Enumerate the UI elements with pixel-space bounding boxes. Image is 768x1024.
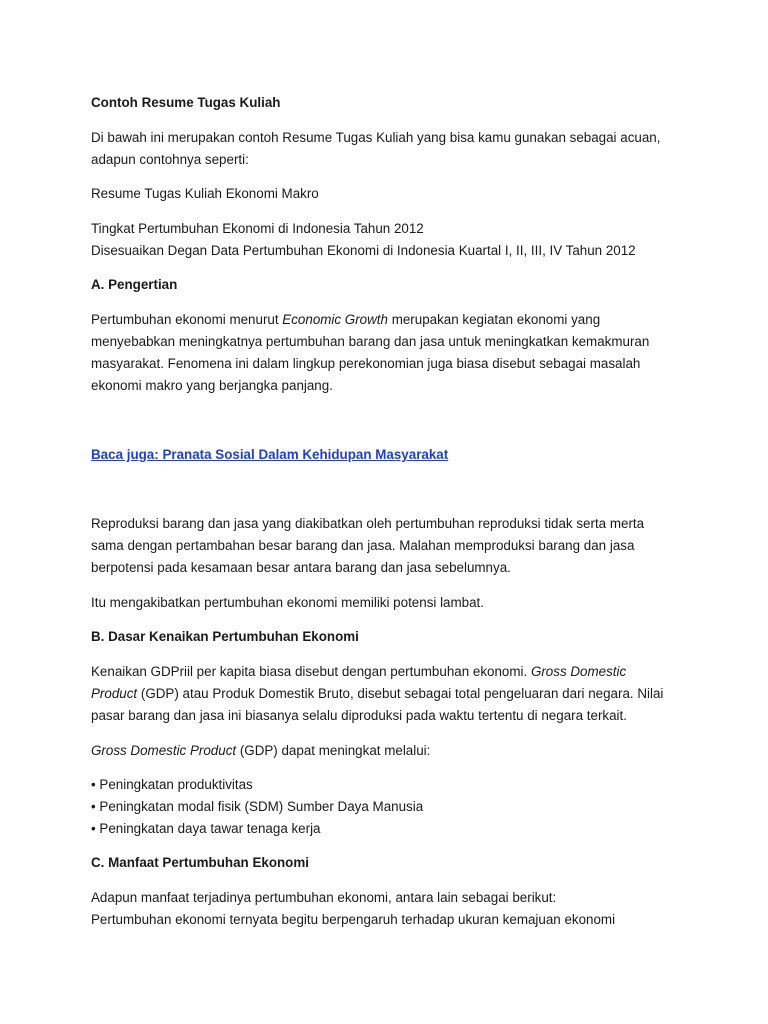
- section-a-line-1: [91, 311, 600, 329]
- section-a-text: merupakan kegiatan ekonomi yang: [387, 312, 601, 327]
- gdp-text: (GDP) dapat meningkat melalui:: [236, 743, 431, 758]
- section-c-line-2: Pertumbuhan ekonomi ternyata begitu berpengaruh terhadap ukuran kemajuan ekonomi: [91, 912, 616, 927]
- gdp-term: Gross Domestic Product: [91, 743, 237, 758]
- section-b-line-2: [91, 685, 663, 703]
- section-b-line-1: [91, 663, 626, 681]
- section-a-heading: A. Pengertian: [91, 277, 178, 292]
- section-a-text: Pertumbuhan ekonomi menurut: [91, 312, 283, 327]
- reproduksi-line-3: berpotensi pada kesamaan besar antara barang dan jasa sebelumnya.: [91, 560, 511, 575]
- gross-domestic-term: Gross Domestic: [530, 664, 627, 679]
- section-a-line-2: menyebabkan meningkatnya pertumbuhan barang dan jasa untuk meningkatkan kemakmuran: [91, 334, 650, 349]
- topic-line-2: Disesuaikan Degan Data Pertumbuhan Ekonomi di Indonesia Kuartal I, II, III, IV Tahun 2012: [91, 243, 636, 258]
- economic-growth-term: Economic Growth: [282, 312, 388, 327]
- section-b-line-3: pasar barang dan jasa ini biasanya selalu diproduksi pada waktu tertentu di negara terkait.: [91, 708, 627, 723]
- section-c-line-1: Adapun manfaat terjadinya pertumbuhan ekonomi, antara lain sebagai berikut:: [91, 890, 557, 905]
- reproduksi-line-2: sama dengan pertambahan besar barang dan jasa. Malahan memproduksi barang dan jasa: [91, 538, 635, 553]
- product-term: Product: [91, 686, 138, 701]
- section-b-text: (GDP) atau Produk Domestik Bruto, disebut sebagai total pengeluaran dari negara. Nilai: [137, 686, 664, 701]
- bullet-item: • Peningkatan produktivitas: [91, 777, 253, 792]
- related-article-link[interactable]: Baca juga: Pranata Sosial Dalam Kehidupan Masyarakat: [91, 447, 449, 462]
- bullet-item: • Peningkatan modal fisik (SDM) Sumber Daya Manusia: [91, 799, 424, 814]
- section-a-line-3: masyarakat. Fenomena ini dalam lingkup perekonomian juga biasa disebut sebagai masalah: [91, 356, 641, 371]
- section-b-heading: B. Dasar Kenaikan Pertumbuhan Ekonomi: [91, 629, 359, 644]
- section-b-text: Kenaikan GDPriil per kapita biasa disebut dengan pertumbuhan ekonomi.: [91, 664, 531, 679]
- intro-line-2: adapun contohnya seperti:: [91, 152, 249, 167]
- reproduksi-line-1: Reproduksi barang dan jasa yang diakibatkan oleh pertumbuhan reproduksi tidak serta merta: [91, 516, 645, 531]
- gdp-line: [91, 742, 430, 760]
- intro-line-1: Di bawah ini merupakan contoh Resume Tugas Kuliah yang bisa kamu gunakan sebagai acuan,: [91, 130, 661, 145]
- section-a-line-4: ekonomi makro yang berjangka panjang.: [91, 378, 333, 393]
- subject-line: Resume Tugas Kuliah Ekonomi Makro: [91, 186, 319, 201]
- akibat-line: Itu mengakibatkan pertumbuhan ekonomi memiliki potensi lambat.: [91, 595, 484, 610]
- section-c-heading: C. Manfaat Pertumbuhan Ekonomi: [91, 855, 309, 870]
- bullet-item: • Peningkatan daya tawar tenaga kerja: [91, 821, 321, 836]
- topic-line-1: Tingkat Pertumbuhan Ekonomi di Indonesia Tahun 2012: [91, 221, 424, 236]
- document-title: Contoh Resume Tugas Kuliah: [91, 95, 281, 110]
